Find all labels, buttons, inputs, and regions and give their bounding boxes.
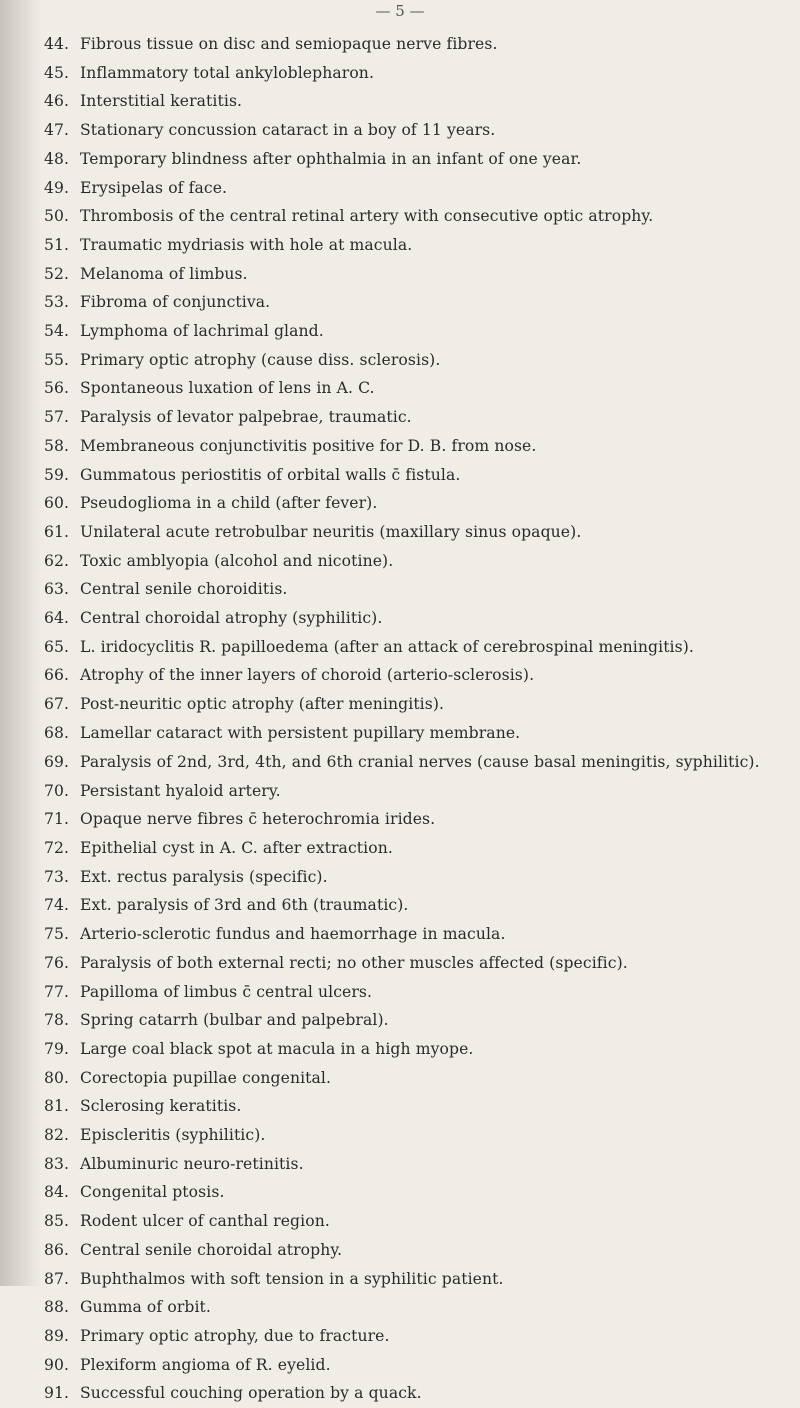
case-number: 91. [44,1384,70,1403]
case-number: 44. [44,35,70,53]
case-entry [44,661,790,690]
case-description: Primary optic atrophy, due to fracture. [80,1326,390,1345]
case-entry [44,1178,790,1207]
case-description: Post-neuritic optic atrophy (after meningitis). [80,695,445,714]
case-number: 55. [44,350,70,369]
case-entry [44,633,790,662]
case-number: 65. [44,637,70,656]
case-description: Central choroidal atrophy (syphilitic). [80,609,383,628]
case-description: Rodent ulcer of canthal region. [80,1212,330,1231]
case-entry [44,432,790,461]
case-number: 77. [44,982,70,1001]
case-entry [44,346,790,375]
case-entry [44,891,790,920]
case-description: Albuminuric neuro-retinitis. [80,1154,304,1173]
case-number: 46. [44,92,70,111]
case-number: 73. [44,867,70,886]
case-entry [44,1035,790,1064]
case-entry [44,805,790,834]
case-entry [44,1006,790,1035]
case-entry [44,174,790,203]
case-number: 45. [44,63,70,82]
case-description: Melanoma of limbus. [80,264,248,283]
case-entry [44,30,790,59]
case-description: Congenital ptosis. [80,1183,225,1202]
case-description: Primary optic atrophy (cause diss. sclerosis). [80,350,441,369]
case-entry [44,547,790,576]
case-number: 85. [44,1212,70,1231]
case-number: 61. [44,522,70,541]
case-number: 88. [44,1298,70,1317]
case-number: 70. [44,781,70,800]
case-description: Corectopia pupillae congenital. [80,1068,332,1087]
case-entry [44,1092,790,1121]
case-number: 63. [44,580,70,599]
case-entry [44,1379,790,1408]
case-description: Paralysis of 2nd, 3rd, 4th, and 6th cranial nerves (cause basal meningitis, syphilitic). [80,752,760,771]
case-description: Ext. rectus paralysis (specific). [80,867,328,886]
case-description: Lymphoma of lachrimal gland. [80,322,324,341]
case-number: 68. [44,723,70,742]
case-entry [44,489,790,518]
case-description: Thrombosis of the central retinal artery with consecutive optic atrophy. [80,207,654,226]
case-number: 67. [44,695,70,714]
case-number: 89. [44,1326,70,1345]
case-entry [44,403,790,432]
case-description: Ext. paralysis of 3rd and 6th (traumatic). [80,896,409,915]
case-description: Papilloma of limbus c̄ central ulcers. [80,982,373,1001]
case-description: Gummatous periostitis of orbital walls c̄ fistula. [80,465,461,484]
case-number: 53. [44,293,70,312]
case-description: Sclerosing keratitis. [80,1097,242,1116]
case-description: L. iridocyclitis R. papilloedema (after an attack of cerebrospinal meningitis). [80,637,694,656]
case-description: Successful couching operation by a quack. [80,1384,422,1403]
case-entry [44,863,790,892]
case-number: 49. [44,178,70,197]
case-entry [44,920,790,949]
case-description: Fibroma of conjunctiva. [80,293,271,312]
case-number: 75. [44,925,70,944]
case-description: Plexiform angioma of R. eyelid. [80,1355,331,1374]
case-number: 81. [44,1097,70,1116]
case-description: Fibrous tissue on disc and semiopaque nerve fibres. [80,35,498,53]
case-number: 79. [44,1039,70,1058]
case-number: 72. [44,838,70,857]
case-description: Toxic amblyopia (alcohol and nicotine). [80,551,394,570]
case-description: Lamellar cataract with persistent pupillary membrane. [80,723,521,742]
case-entry [44,949,790,978]
case-description: Episcleritis (syphilitic). [80,1126,266,1145]
case-entry [44,1293,790,1322]
case-number: 71. [44,810,70,829]
case-number: 76. [44,953,70,972]
case-entry [44,1351,790,1380]
case-entry [44,59,790,88]
case-entry [44,1064,790,1093]
case-entry [44,461,790,490]
case-number: 51. [44,235,70,254]
case-entry [44,317,790,346]
case-number: 54. [44,322,70,341]
case-number: 60. [44,494,70,513]
case-description: Erysipelas of face. [80,178,228,197]
case-description: Persistant hyaloid artery. [80,781,281,800]
case-description: Arterio-sclerotic fundus and haemorrhage in macula. [80,925,506,944]
case-entry [44,145,790,174]
case-description: Spring catarrh (bulbar and palpebral). [80,1011,389,1030]
case-number: 48. [44,149,70,168]
case-number: 69. [44,752,70,771]
case-description: Central senile choroiditis. [80,580,288,599]
case-description: Opaque nerve fibres c̄ heterochromia irides. [80,810,436,829]
case-entry [44,690,790,719]
case-number: 84. [44,1183,70,1202]
case-entry [44,834,790,863]
case-description: Paralysis of levator palpebrae, traumatic. [80,408,412,427]
case-entry [44,1236,790,1265]
case-number: 58. [44,436,70,455]
page-number: — 5 — [375,2,425,20]
case-entry [44,777,790,806]
case-number: 59. [44,465,70,484]
case-number: 90. [44,1355,70,1374]
case-number: 57. [44,408,70,427]
case-entry [44,978,790,1007]
case-description: Paralysis of both external recti; no other muscles affected (specific). [80,953,628,972]
case-entry [44,719,790,748]
case-number: 62. [44,551,70,570]
case-description: Stationary concussion cataract in a boy of 11 years. [80,121,496,140]
case-description: Traumatic mydriasis with hole at macula. [80,235,413,254]
case-entry [44,748,790,777]
case-entry [44,374,790,403]
case-entry [44,1121,790,1150]
case-description: Large coal black spot at macula in a high myope. [80,1039,474,1058]
case-number: 74. [44,896,70,915]
case-entry [44,260,790,289]
case-number: 64. [44,609,70,628]
case-number: 86. [44,1240,70,1259]
case-entry [44,518,790,547]
case-number: 47. [44,121,70,140]
case-entry [44,231,790,260]
case-entry [44,604,790,633]
case-description: Epithelial cyst in A. C. after extraction. [80,838,393,857]
case-number: 80. [44,1068,70,1087]
case-description: Inflammatory total ankyloblepharon. [80,63,375,82]
case-number: 56. [44,379,70,398]
case-entry [44,1265,790,1294]
case-description: Interstitial keratitis. [80,92,243,111]
case-entry [44,202,790,231]
case-number: 83. [44,1154,70,1173]
case-entry [44,1322,790,1351]
case-description: Buphthalmos with soft tension in a syphilitic patient. [80,1269,504,1288]
case-number: 78. [44,1011,70,1030]
case-description: Unilateral acute retrobulbar neuritis (maxillary sinus opaque). [80,522,582,541]
case-entry [44,575,790,604]
case-description: Membraneous conjunctivitis positive for D. B. from nose. [80,436,537,455]
case-number: 82. [44,1126,70,1145]
case-description: Gumma of orbit. [80,1298,211,1317]
case-description: Pseudoglioma in a child (after fever). [80,494,378,513]
case-entry [44,87,790,116]
case-description: Spontaneous luxation of lens in A. C. [80,379,375,398]
case-entry [44,116,790,145]
case-description: Atrophy of the inner layers of choroid (arterio-sclerosis). [80,666,535,685]
case-number: 52. [44,264,70,283]
case-number: 66. [44,666,70,685]
case-number: 50. [44,207,70,226]
case-entry [44,1150,790,1179]
case-number: 87. [44,1269,70,1288]
page-edge-shadow [0,0,42,1286]
case-entry [44,288,790,317]
case-description: Central senile choroidal atrophy. [80,1240,343,1259]
case-list [44,30,790,1408]
case-description: Temporary blindness after ophthalmia in an infant of one year. [80,149,582,168]
case-entry [44,1207,790,1236]
